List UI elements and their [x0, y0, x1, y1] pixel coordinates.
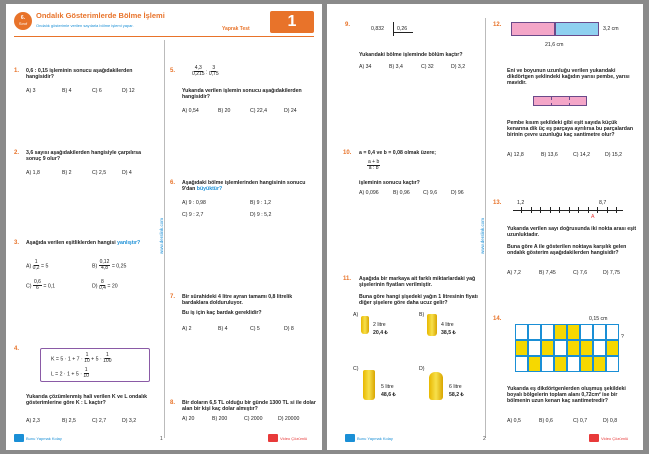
- number-line-tick: [569, 207, 570, 213]
- q12-text: Eni ve boyunun uzunluğu verilen yukarıdaki dikdörtgen şeklindeki kağıdın yarısı pembe, yarısı mavidir.: [507, 68, 630, 87]
- shaded-cell: [593, 356, 606, 372]
- q11-option-a-label[interactable]: A): [353, 312, 359, 318]
- q4-k-f1d: 10: [84, 358, 90, 365]
- q8-option-a[interactable]: A) 20: [182, 416, 195, 422]
- q11-d-volume: 6 litre: [449, 384, 462, 390]
- q11-number: 11.: [343, 276, 352, 282]
- q4-option-d[interactable]: D) 3,2: [122, 418, 137, 424]
- q4-l-text: L = 2 · 1 + 5 ·: [51, 371, 84, 378]
- q13-option-b[interactable]: B) 7,45: [539, 270, 556, 276]
- q1-option-d[interactable]: D) 12: [122, 88, 135, 94]
- bottle-a-icon: [361, 316, 369, 334]
- test-label: Yaprak Test: [222, 26, 250, 32]
- shaded-cell: [541, 340, 554, 356]
- q9-division-bar: [393, 22, 394, 36]
- grid-cell: [567, 356, 580, 372]
- q11-a-price: 20,4 ₺: [373, 330, 388, 336]
- q4-l-fn: 1: [84, 367, 88, 373]
- page-number: 2: [483, 436, 486, 442]
- q6-option-b[interactable]: B) 9 : 1,2: [250, 200, 272, 206]
- bottle-b-icon: [427, 314, 437, 336]
- q5-frac1: [192, 65, 208, 78]
- page-subtitle: Ondalık gösterimle verilen sayılarla bölme işlemi yapar.: [36, 23, 134, 28]
- q7-option-a[interactable]: A) 2: [182, 326, 192, 332]
- side-watermark: www.derslink.com: [159, 217, 164, 254]
- q7-text-2: Bu iş için kaç bardak gereklidir?: [182, 310, 262, 316]
- q10-denominator: a : b: [368, 165, 379, 172]
- q3-a-label: A): [26, 263, 32, 270]
- q3-c-fraction: [33, 280, 42, 292]
- q8-option-c[interactable]: C) 2000: [244, 416, 263, 422]
- q12-option-a[interactable]: A) 12,8: [507, 152, 524, 158]
- grid-cell: [515, 324, 528, 340]
- q3-c-num: 0,6: [33, 279, 41, 285]
- q5-option-c[interactable]: C) 22,4: [250, 108, 268, 114]
- q1-option-c[interactable]: C) 6: [92, 88, 102, 94]
- q10-option-c[interactable]: C) 9,6: [423, 190, 438, 196]
- q5-f1n: 4,3: [194, 65, 202, 71]
- side-watermark: www.derslink.com: [480, 217, 485, 254]
- q4-option-c[interactable]: C) 2,7: [92, 418, 107, 424]
- q4-k-mid: + 5 ·: [89, 356, 104, 363]
- q1-option-a[interactable]: A) 3: [26, 88, 36, 94]
- bottle-c-icon: [363, 370, 375, 400]
- q2-text: 3,6 sayısı aşağıdakilerden hangisiyle çarpılırsa sonuç 9 olur?: [26, 150, 142, 163]
- q13-point-a-label: A: [591, 214, 595, 220]
- q6-text-main: Aşağıdaki bölme işlemlerinden hangisinin sonucu 9'dan: [182, 180, 306, 193]
- page-title: Ondalık Gösterimlerde Bölme İşlemi: [36, 11, 165, 20]
- q13-option-c[interactable]: C) 7,6: [573, 270, 588, 276]
- q10-numerator: a + b: [368, 159, 380, 165]
- q14-dim-label: 0,15 cm: [589, 316, 608, 322]
- grade-badge: [14, 12, 32, 30]
- q9-divisor: 0,26: [397, 26, 408, 32]
- q4-k-expression: [51, 353, 112, 365]
- grade-number: 6.: [20, 15, 26, 21]
- q4-option-b[interactable]: B) 2,5: [62, 418, 76, 424]
- q2-option-a[interactable]: A) 1,8: [26, 170, 40, 176]
- q14-number: 14.: [493, 316, 502, 322]
- bottle-d-icon: [429, 372, 443, 400]
- test-number: 1: [270, 11, 314, 33]
- q5-text: Yukarıda verilen işlemin sonucu aşağıdakilerden hangisidir?: [182, 88, 302, 101]
- publisher-logo-icon: [345, 434, 355, 442]
- page-number: 1: [160, 436, 163, 442]
- number-line-tick: [616, 207, 617, 213]
- q12-blue-half: [555, 22, 599, 36]
- shaded-cell: [580, 340, 593, 356]
- q10-number: 10.: [343, 150, 352, 156]
- q3-text-main: Aşağıda verilen eşitliklerden hangisi: [26, 240, 118, 246]
- q3-d-num: 8: [101, 279, 104, 285]
- q4-k-f2n: 1: [105, 352, 109, 358]
- q4-number: 4.: [14, 346, 20, 352]
- q6-text: [182, 180, 312, 192]
- q6-option-c[interactable]: C) 9 : 2,7: [182, 212, 204, 218]
- number-line-tick: [550, 207, 551, 213]
- worksheet-page-1: [6, 4, 322, 450]
- q3-b-label: B): [92, 263, 98, 270]
- q8-option-b[interactable]: B) 200: [212, 416, 228, 422]
- q3-c-label: C): [26, 283, 32, 290]
- shaded-cell: [567, 340, 580, 356]
- q3-c-rhs: = 0,1: [43, 283, 56, 290]
- q14-option-c[interactable]: C) 0,7: [573, 418, 588, 424]
- q14-option-d[interactable]: D) 0,8: [603, 418, 618, 424]
- q9-text: Yukarıdaki bölme işleminde bölüm kaçtır?: [359, 52, 463, 58]
- q11-d-price: 58,2 ₺: [449, 392, 464, 398]
- q11-a-volume: 2 litre: [373, 322, 386, 328]
- q14-option-b[interactable]: B) 0,6: [539, 418, 553, 424]
- q4-l-expression: [51, 368, 89, 380]
- q4-k-f1n: 1: [85, 352, 89, 358]
- q7-option-b[interactable]: B) 4: [218, 326, 228, 332]
- shaded-cell: [567, 324, 580, 340]
- q7-text: Bir sürahideki 4 litre ayran tamamı 0,8 litrelik bardaklara dolduruluyor.: [182, 294, 293, 307]
- q5-frac2: [209, 66, 219, 78]
- q5-f2d: 0,75: [208, 71, 219, 78]
- q13-text: Yukarıda verilen sayı doğrusunda iki nokta arası eşit uzunluktadır.: [507, 226, 637, 239]
- video-logo-icon: [589, 434, 599, 442]
- shaded-cell: [554, 356, 567, 372]
- grid-cell: [541, 356, 554, 372]
- q3-b-num: 0,12: [99, 259, 110, 265]
- q4-k-f2d: 100: [103, 358, 112, 365]
- q13-text-2: Buna göre A ile gösterilen noktaya karşılık gelen ondalık gösterim aşağıdakilerden hangisidir?: [507, 244, 627, 257]
- q13-option-d[interactable]: D) 7,75: [603, 270, 621, 276]
- q3-option-d[interactable]: [92, 280, 118, 292]
- q3-b-den: 4,8: [101, 265, 108, 272]
- q3-a-rhs: = 5: [41, 263, 49, 270]
- q10-text: a = 0,4 ve b = 0,08 olmak üzere;: [359, 150, 436, 156]
- q5-number: 5.: [170, 68, 176, 74]
- q6-number: 6.: [170, 180, 176, 186]
- q12-cut-line-2: [569, 97, 570, 106]
- number-line-tick: [531, 207, 532, 213]
- number-line-tick: [578, 207, 579, 213]
- q2-number: 2.: [14, 150, 20, 156]
- grid-cell: [593, 324, 606, 340]
- q4-option-a[interactable]: A) 2,3: [26, 418, 40, 424]
- column-divider: [485, 18, 486, 438]
- q1-number: 1.: [14, 68, 20, 74]
- q11-c-price: 48,6 ₺: [381, 392, 396, 398]
- grid-cell: [541, 324, 554, 340]
- q9-division-line: [393, 32, 413, 33]
- q4-l-frac: [83, 368, 89, 380]
- q12-height-label: 3,2 cm: [603, 26, 619, 32]
- q3-option-a[interactable]: [26, 260, 48, 272]
- q13-option-a[interactable]: A) 7,2: [507, 270, 521, 276]
- footer-logo-left: Bunu Yapmak Kolay: [357, 436, 393, 441]
- q1-option-b[interactable]: B) 4: [62, 88, 72, 94]
- q9-dividend: 0,832: [371, 26, 384, 32]
- q11-c-volume: 5 litre: [381, 384, 394, 390]
- q4-expression-box: [40, 348, 150, 382]
- q14-grid: [515, 324, 619, 372]
- q3-text: [26, 240, 158, 246]
- q5-expression: [192, 66, 219, 78]
- q3-d-label: D): [92, 283, 98, 290]
- q5-operator: :: [205, 69, 208, 76]
- worksheet-page-2: [327, 4, 643, 450]
- q5-f1d: 0,215: [192, 71, 205, 78]
- grid-cell: [606, 356, 619, 372]
- q7-option-d[interactable]: D) 8: [284, 326, 294, 332]
- q9-option-a[interactable]: A) 34: [359, 64, 372, 70]
- q8-text: Bir doların 6,5 TL olduğu bir günde 1300 TL si ile dolar alan bir kişi kaç dolar almıştır?: [182, 400, 316, 413]
- q5-option-a[interactable]: A) 0,54: [182, 108, 199, 114]
- shaded-cell: [515, 340, 528, 356]
- q3-a-den: 0,2: [32, 265, 40, 272]
- q11-b-price: 38,5 ₺: [441, 330, 456, 336]
- q10-expression: [367, 160, 380, 172]
- q4-k-frac2: [103, 353, 111, 365]
- q9-number: 9.: [345, 22, 351, 28]
- q14-text: Yukarıda eş dikdörtgenlerden oluşmuş şekildeki boyalı bölgelerin toplam alanı 0,72cm² ise bir bölmenin uzun kenarı kaç santimetredir?: [507, 386, 626, 405]
- q9-option-d[interactable]: D) 3,2: [451, 64, 466, 70]
- q4-text: Yukarıda çözümlenmiş hali verilen K ve L ondalık gösterimlerine göre K : L kaçtır?: [26, 394, 147, 407]
- q3-d-rhs: = 20: [107, 283, 118, 290]
- q10-option-d[interactable]: D) 96: [451, 190, 464, 196]
- video-logo-icon: [268, 434, 278, 442]
- shaded-cell: [554, 324, 567, 340]
- grid-cell: [606, 324, 619, 340]
- footer-logo-right: Video Çözümlü: [601, 436, 629, 441]
- q14-option-a[interactable]: A) 0,5: [507, 418, 521, 424]
- q5-option-d[interactable]: D) 24: [284, 108, 297, 114]
- q14-question-mark: ?: [621, 334, 624, 340]
- q11-text: Aşağıda bir markaya ait farklı miktarlardaki yağ şişelerinin fiyatları verilmiştir.: [359, 276, 476, 289]
- grid-cell: [528, 340, 541, 356]
- q6-text-highlight: büyüktür?: [196, 186, 223, 193]
- q12-option-c[interactable]: C) 14,2: [573, 152, 591, 158]
- q8-option-d[interactable]: D) 20000: [278, 416, 300, 422]
- grade-label: Sınıf: [18, 21, 28, 26]
- number-line-tick: [597, 207, 598, 213]
- q6-option-d[interactable]: D) 9 : 5,2: [250, 212, 272, 218]
- q12-width-label: 21,6 cm: [545, 42, 564, 48]
- q12-cut-line-1: [551, 97, 552, 106]
- q13-left-label: 1,2: [517, 200, 525, 206]
- header-divider: [14, 36, 314, 37]
- number-line-tick: [588, 207, 589, 213]
- q3-text-highlight: yanlıştır?: [117, 240, 141, 246]
- q3-a-fraction: [33, 260, 40, 272]
- q11-option-d-label[interactable]: D): [419, 366, 425, 372]
- q10-option-a[interactable]: A) 0,096: [359, 190, 379, 196]
- q12-option-d[interactable]: D) 15,2: [605, 152, 623, 158]
- q3-number: 3.: [14, 240, 20, 246]
- grid-cell: [580, 324, 593, 340]
- grid-cell: [528, 324, 541, 340]
- q7-option-c[interactable]: C) 5: [250, 326, 260, 332]
- q2-option-d[interactable]: D) 4: [122, 170, 132, 176]
- q10-text-2: işleminin sonucu kaçtır?: [359, 180, 420, 186]
- q2-option-b[interactable]: B) 2: [62, 170, 72, 176]
- q2-option-c[interactable]: C) 2,5: [92, 170, 107, 176]
- column-divider: [164, 40, 165, 438]
- footer-logo-right: Video Çözümlü: [280, 436, 308, 441]
- q12-option-b[interactable]: B) 13,6: [541, 152, 558, 158]
- q5-f2n: 3: [212, 65, 216, 71]
- q3-b-fraction: [99, 260, 111, 272]
- q11-b-volume: 4 litre: [441, 322, 454, 328]
- grid-cell: [554, 340, 567, 356]
- q3-c-den: 6: [36, 285, 39, 292]
- q12-pink-strip: [533, 96, 587, 106]
- q13-number: 13.: [493, 200, 502, 206]
- q9-option-c[interactable]: C) 32: [421, 64, 434, 70]
- q13-right-label: 8,7: [599, 200, 607, 206]
- shaded-cell: [606, 340, 619, 356]
- q9-option-b[interactable]: B) 3,4: [389, 64, 403, 70]
- shaded-cell: [580, 356, 593, 372]
- number-line-tick: [559, 207, 560, 213]
- q3-a-num: 1: [34, 259, 38, 265]
- number-line-tick: [521, 207, 522, 213]
- q6-option-a[interactable]: A) 9 : 0,98: [182, 200, 206, 206]
- q1-text: 0,6 : 0,15 işleminin sonucu aşağıdakilerden hangisidir?: [26, 68, 133, 81]
- q12-number: 12.: [493, 22, 502, 28]
- shaded-cell: [528, 356, 541, 372]
- q3-d-den: 0,4: [98, 285, 106, 292]
- q11-option-b-label[interactable]: B): [419, 312, 425, 318]
- q10-option-b[interactable]: B) 0,96: [393, 190, 410, 196]
- q7-number: 7.: [170, 294, 176, 300]
- number-line-tick: [540, 207, 541, 213]
- q4-k-text: K = 5 · 1 + 7 ·: [51, 356, 85, 363]
- number-line-tick: [607, 207, 608, 213]
- footer-logo-left: Bunu Yapmak Kolay: [26, 436, 62, 441]
- q13-ticks: [513, 207, 623, 213]
- grid-cell: [593, 340, 606, 356]
- q3-option-c[interactable]: [26, 280, 55, 292]
- q3-b-rhs: = 0,25: [111, 263, 127, 270]
- q12-text-2: Pembe kısım şekildeki gibi eşit sayıda küçük kenarına dik üç eş parçaya ayrılırsa bu parçalardan birinin çevre uzunluğu kaç santimetre olur?: [507, 120, 634, 139]
- q8-number: 8.: [170, 400, 176, 406]
- q3-d-fraction: [99, 280, 106, 292]
- publisher-logo-icon: [14, 434, 24, 442]
- q11-text-2: Buna göre hangi şişedeki yağın 1 litresinin fiyatı diğer şişelere göre daha ucuz gelir?: [359, 294, 478, 307]
- q12-pink-half: [511, 22, 555, 36]
- grid-cell: [515, 356, 528, 372]
- q10-fraction: [367, 160, 380, 172]
- q5-option-b[interactable]: B) 20: [218, 108, 231, 114]
- q11-option-c-label[interactable]: C): [353, 366, 359, 372]
- q4-l-fd: 10: [83, 373, 89, 380]
- q3-option-b[interactable]: [92, 260, 126, 272]
